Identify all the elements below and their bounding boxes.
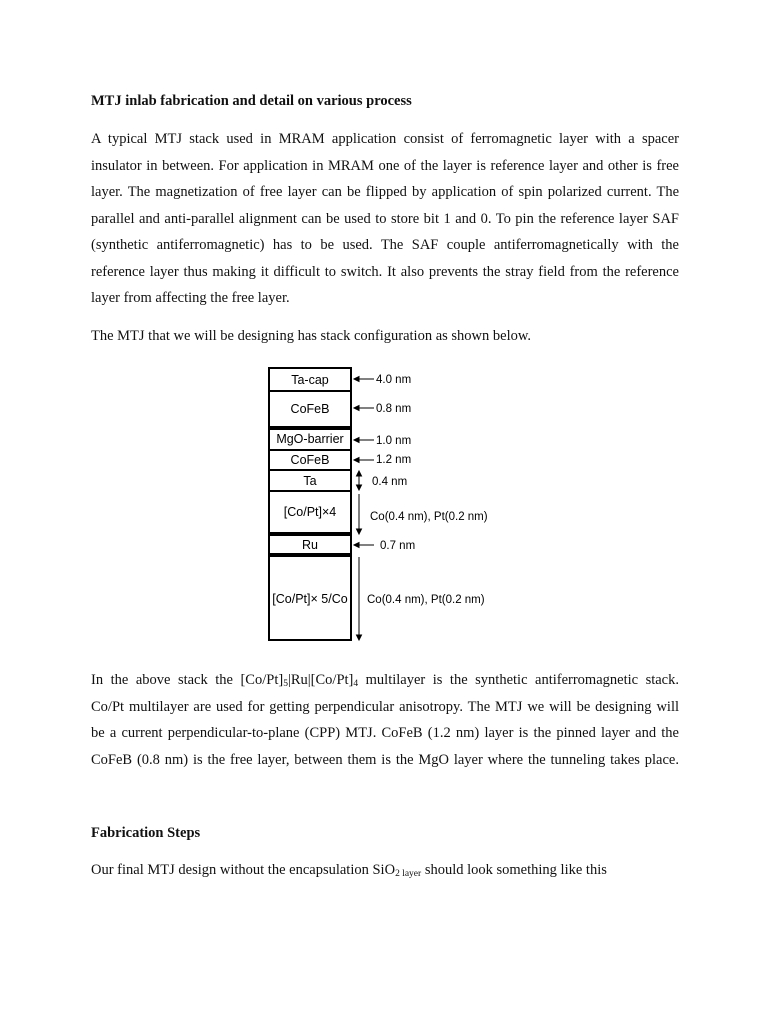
intro-line: (synthetic antiferromagnetic) has to be used. The SAF couple antiferromagnetically with the bbox=[91, 237, 679, 253]
section-heading-mtj-fabrication: MTJ inlab fabrication and detail on various process bbox=[91, 93, 412, 109]
section-heading-fabrication-steps: Fabrication Steps bbox=[91, 825, 201, 841]
intro-line: A typical MTJ stack used in MRAM application consist of ferromagnetic layer with a spacer bbox=[91, 131, 679, 147]
intro-line: parallel and anti-parallel alignment can be used to store bit 1 and 0. To pin the reference layer SAF bbox=[91, 210, 679, 227]
layer-label: Ru bbox=[302, 538, 318, 552]
stack-description-line: Co/Pt multilayer are used for getting perpendicular anisotropy. The MTJ we will be designing will bbox=[91, 698, 679, 715]
stack-description-line: be a current perpendicular-to-plane (CPP) MTJ. CoFeB (1.2 nm) layer is the pinned layer and the bbox=[91, 725, 679, 741]
intro-line: layer. The magnetization of free layer can be flipped by application of spin polarized current. The bbox=[91, 184, 679, 200]
thickness-label: 4.0 nm bbox=[376, 374, 412, 386]
final-design-sentence: Our final MTJ design without the encapsulation SiO$_{2 layer}$ should look something like this bbox=[91, 862, 607, 879]
thickness-label: Co(0.4 nm), Pt(0.2 nm) bbox=[367, 594, 485, 606]
pointer-arrowhead bbox=[354, 458, 359, 463]
thickness-label: 1.0 nm bbox=[376, 435, 412, 447]
layer-label: Ta-cap bbox=[291, 373, 329, 387]
stack-description-paragraph bbox=[91, 667, 679, 773]
layer-label: MgO-barrier bbox=[276, 432, 344, 446]
pointer-arrowhead bbox=[354, 377, 359, 382]
intro-line: layer from affecting the free layer. bbox=[91, 290, 290, 306]
layer-label: [Co/Pt]×4 bbox=[283, 505, 337, 519]
layer-label: CoFeB bbox=[290, 402, 330, 416]
intro-line: insulator in between. For application in MRAM one of the layer is reference layer and other is free bbox=[91, 157, 679, 174]
stack-description-line: CoFeB (0.8 nm) is the free layer, between them is the MgO layer where the tunneling takes place. bbox=[91, 751, 679, 768]
intro-line: reference layer thus making it difficult to switch. It also prevents the stray field from the reference bbox=[91, 263, 679, 280]
thickness-label: 0.4 nm bbox=[372, 476, 408, 488]
layer-label: Ta bbox=[303, 474, 317, 488]
pointer-arrowhead bbox=[354, 438, 359, 443]
stack-intro-sentence: The MTJ that we will be designing has stack configuration as shown below. bbox=[91, 328, 532, 344]
thickness-label: Co(0.4 nm), Pt(0.2 nm) bbox=[370, 511, 488, 523]
layer-label: CoFeB bbox=[290, 453, 330, 467]
thickness-label: 0.8 nm bbox=[376, 403, 412, 415]
thickness-label: 1.2 nm bbox=[376, 454, 412, 466]
pointer-arrowhead bbox=[354, 543, 359, 548]
layer-label: [Co/Pt]× 5/Co bbox=[272, 592, 348, 606]
pointer-arrowhead bbox=[354, 406, 359, 411]
thickness-label: 0.7 nm bbox=[380, 540, 416, 552]
stack-description-line: In the above stack the $[Co/Pt]_5|Ru|[Co/Pt]_4$ multilayer is the synthetic antiferromagnetic stack. bbox=[91, 672, 679, 689]
